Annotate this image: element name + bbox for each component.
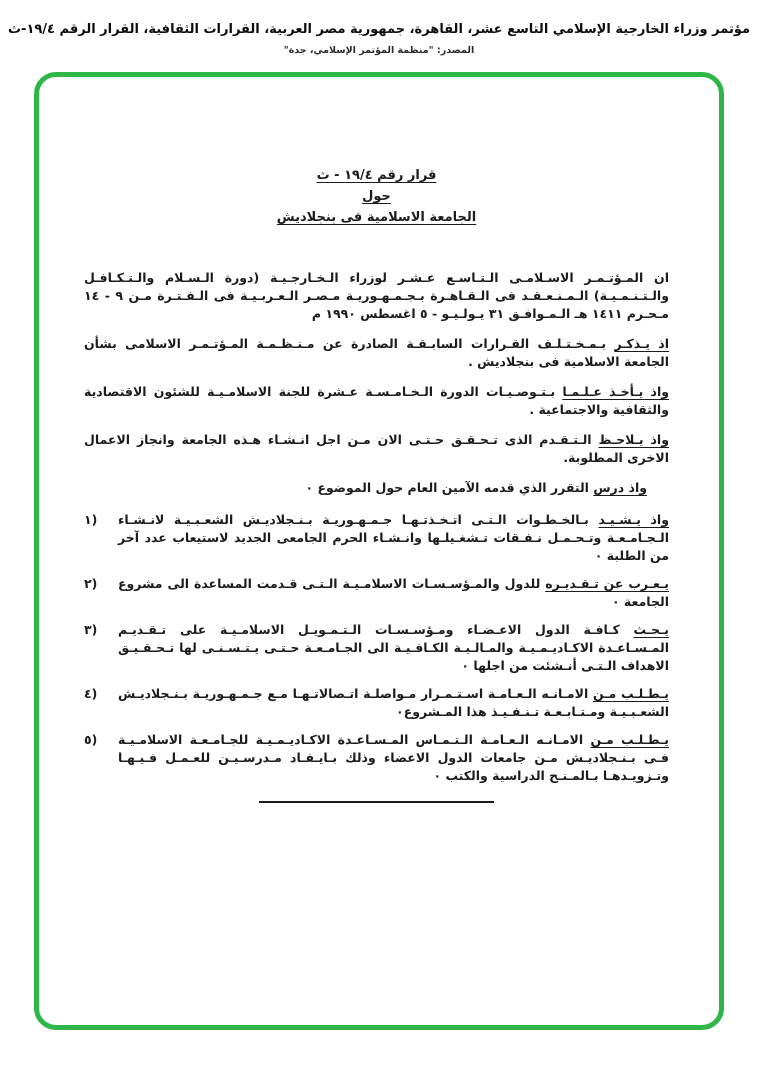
- item-text-wrap: [118, 621, 669, 675]
- numbered-item-5: [84, 731, 669, 785]
- item-text-wrap: [118, 575, 669, 611]
- item-number: ١): [84, 512, 98, 527]
- preamble-paragraph-4: [84, 431, 669, 467]
- operative-paragraphs: [84, 511, 669, 785]
- item-number: ٤): [84, 686, 98, 701]
- resolution-title-block: [84, 167, 669, 227]
- item-lead: يـطـلـب مـن: [590, 732, 669, 747]
- preamble-lead: واذ درس: [593, 480, 647, 495]
- preamble-paragraph-1: [84, 269, 669, 323]
- item-text: الامـانـه الـعـامـة الـتـمـاس المـسـاعـدة الاكـاديـمـيـة للجـامـعـة الاسلامـيـة فـى بـنـجلاديـش مـن جامعات الدول الاعضاء وذلك بـايـفـاد مـدرسـيـن للعـمـل فـيـهـا وتـزويـدهـا بـالمـنـح الدراسية والكتب ٠: [118, 732, 669, 783]
- numbered-item-1: [84, 511, 669, 565]
- item-number: ٣): [84, 622, 98, 637]
- item-lead: يـطـلـب مـن: [592, 686, 669, 701]
- item-text-wrap: [118, 685, 669, 721]
- signature-divider-line: [259, 801, 494, 803]
- header-title: مؤتمر وزراء الخارجية الإسلامي التاسع عشر، القاهرة، جمهورية مصر العربية، القرارات الثقافية، القرار الرقم ١٩/٤-ث: [7, 22, 751, 37]
- numbered-item-4: [84, 685, 669, 721]
- preamble-paragraph-5: [84, 479, 669, 497]
- scanned-document: [39, 77, 719, 1025]
- preamble-text: الـتـقـدم الذى تـحـقـق حـتـى الان مـن اجل انـشـاء هـذه الجامعة وانجاز الاعمال الاخرى المطلوبة.: [84, 432, 669, 465]
- item-text-wrap: [118, 731, 669, 785]
- preamble-lead: واذ يـأخـذ عـلـمـا: [562, 384, 670, 399]
- resolution-about-line: حول: [362, 189, 391, 204]
- green-frame: [34, 72, 724, 1030]
- item-lead: واذ يـشـيـد: [598, 512, 669, 527]
- item-lead: يـحـث: [633, 622, 669, 637]
- preamble-lead: واذ يـلاحـظ: [598, 432, 669, 447]
- item-text: للدول والمـؤسـسـات الاسلامـيـة الـتـى قـدمت المساعدة الى مشروع الجامعة ٠: [118, 576, 669, 609]
- page-header: [0, 0, 758, 56]
- preamble-text: بـمـخـتـلـف القـرارات السابـقـة الصادرة عن مـنـظـمـة المـؤتـمـر الاسلامى بشأن الجامعة الاسلامية فى بنجلاديش .: [84, 336, 669, 369]
- preamble-paragraph-2: [84, 335, 669, 371]
- item-lead: يـعـرب عن تـقـديـره: [545, 576, 669, 591]
- preamble-paragraph-3: [84, 383, 669, 419]
- numbered-item-3: [84, 621, 669, 675]
- item-text: بـالخـطـوات الـتـى اتـخـذتـهـا جـمـهـوريـة بـنـجلاديـش الشعـبـيـة لانـشـاء الـجـامـعـة وتـحـمـل نـفـقات تـشغـيلـها وانـشـاء الحرم الجامعى الجديد لاستيعاب عدد آخر من الطلبة ٠: [118, 512, 669, 563]
- header-source-line: المصدر: "منظمة المؤتمر الإسلامي، جدة": [283, 45, 475, 56]
- preamble-text: ان المـؤتـمـر الاسـلامـى الـتـاسـع عـشـر لوزراء الـخـارجـيـة (دورة الـسـلام والـتـكـافـل والـتـنـمـيـة) الـمـنـعـقـد فى الـقـاهـرة بـجـمـهـوريـة مـصـر الـعـربـيـة فى الـفـتـرة مـن ٩ - ١٤ مـحـرم ١٤١١ هـ الـمـوافـق ٣١ يـولـيـو - ٥ اغسطس ١٩٩٠ م: [84, 270, 669, 321]
- preamble-lead: اذ يـذكـر: [614, 336, 670, 351]
- preamble-text: بـتـوصـيـات الدورة الـخـامـسـة عـشرة للجنة الاسلامـيـة للشئون الاقتصادية والثقافية والاجتماعية .: [84, 384, 669, 417]
- numbered-item-2: [84, 575, 669, 611]
- resolution-subject-line: الجامعة الاسلامية فى بنجلاديش: [276, 210, 477, 225]
- item-text: الامـانـه الـعـامـة اسـتـمـرار مـواصلـة اتـصالاتـهـا مـع جـمـهـوريـة بـنـجلاديـش الشعـبـيـة ومـتـابـعـة تـنـفـيـذ هذا المـشروع٠: [118, 686, 669, 719]
- item-text: كـافـة الدول الاعـضـاء ومـؤسـسـات الـتـمـويـل الاسلامـيـة على تـقـديـم المـسـاعـدة الاكـاديـمـيـة والمـالـيـة الكـافـيـة الى الجـامـعـة حـتـى يـتـسـنـى لها تـحـقـيـق الاهداف الـتـى أنـشئت من اجلها ٠: [118, 622, 669, 673]
- item-number: ٥): [84, 732, 98, 747]
- resolution-number-line: قرار رقم ١٩/٤ - ث: [316, 168, 437, 183]
- item-number: ٢): [84, 576, 98, 591]
- item-text-wrap: [118, 511, 669, 565]
- preamble-text: التقرر الذي قدمه الآمين العام حول الموضوع ٠: [305, 480, 589, 495]
